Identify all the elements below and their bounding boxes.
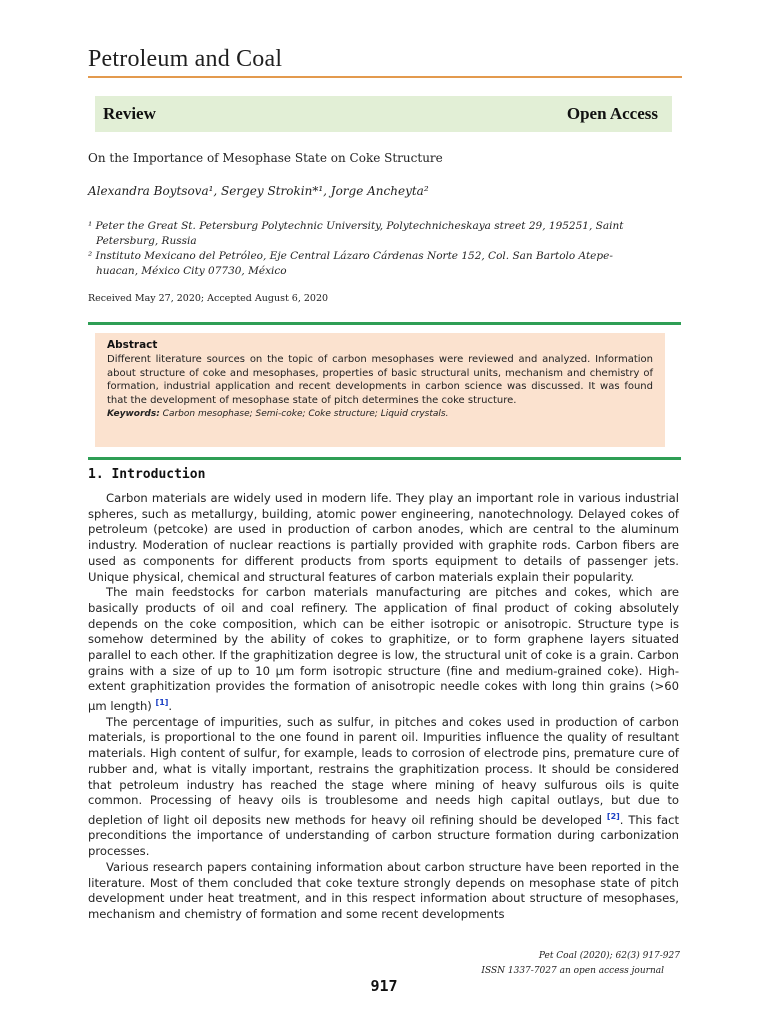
author-list: Alexandra Boytsova¹, Sergey Strokin*¹, Jorge Ancheyta² [88, 184, 429, 198]
header-rule [88, 76, 682, 78]
abstract-box [95, 333, 665, 447]
affiliation-1 [88, 219, 678, 249]
abstract-bottom-rule [88, 457, 681, 460]
affiliation-2-line-1: ² Instituto Mexicano del Petróleo, Eje Central Lázaro Cárdenas Norte 152, Col. San Bartolo Atepe- [88, 250, 613, 262]
section-heading-introduction: 1. Introduction [88, 467, 206, 482]
affiliation-1-line-1: ¹ Peter the Great St. Petersburg Polytechnic University, Polytechnicheskaya street 29, 195251, Saint [88, 220, 624, 232]
paragraph-2-end: . [168, 699, 173, 713]
paragraph-4: Various research papers containing information about carbon structure have been reported in the literature. Most of them concluded that coke texture strongly depends on mesophase state of pitch development under heat treatment, and in this respect information about structure of mesophases, mechanism and chemistry of formation and some recent developments [88, 859, 679, 921]
affiliation-2-line-2: huacan, México City 07730, México [96, 265, 287, 277]
open-access-label: Open Access [566, 104, 658, 123]
paragraph-3 [88, 715, 679, 860]
article-type-banner [95, 96, 672, 132]
paragraph-2 [88, 585, 679, 714]
affiliation-2 [88, 249, 678, 279]
article-type-label: Review [103, 104, 156, 123]
paragraph-1: Carbon materials are widely used in modern life. They play an important role in various industrial spheres, such as metallurgy, building, atomic power engineering, nanotechnology. Delayed cokes of petroleum (petcoke) are used in production of carbon anodes, which are central to the aluminum industry. Moderation of nuclear reactions is partially provided with graphite rods. Carbon fibers are used as components for different products from sports equipment to details of passenger jets. Unique physical, chemical and structural features of carbon materials explain their popularity. [88, 491, 679, 584]
paragraph-3-text: The percentage of impurities, such as sulfur, in pitches and cokes used in production of carbon materials, is proportional to the one found in parent oil. Impurities influence the quality of resultant materials. High content of sulfur, for example, leads to corrosion of electrode pins, premature cure of rubber and, what is vitally important, restrains the graphitization process. It should be considered that petroleum industry has reached the stage where mining of heavy sulfurous oils is quite common. Processing of heavy oils is troublesome and needs high capital outlays, but due to depletion of light oil deposits new methods for heavy oil refining should be developed [88, 714, 679, 827]
page-number: 917 [370, 977, 398, 995]
keywords-label: Keywords: [107, 409, 160, 420]
paragraph-3-end: . This fact preconditions the importance of understanding of carbon structure formation during carbonization processes. [88, 812, 679, 859]
journal-title: Petroleum and Coal [88, 46, 283, 72]
keywords [107, 409, 653, 419]
abstract-heading: Abstract [107, 339, 158, 351]
citation-link-2[interactable]: [2] [606, 811, 620, 821]
keywords-list: Carbon mesophase; Semi-coke; Coke structure; Liquid crystals. [162, 409, 449, 420]
article-title: On the Importance of Mesophase State on Coke Structure [88, 151, 443, 165]
received-dates: Received May 27, 2020; Accepted August 6, 2020 [88, 293, 329, 304]
paragraph-2-text: The main feedstocks for carbon materials manufacturing are pitches and cokes, which are basically products of oil and coal refinery. The application of final product of coking absolutely depends on the coke composition, which can be either isotropic or anisotropic. Structure type is somehow determined by the ability of cokes to graphitize, or to form graphene layers situated parallel to each other. If the graphitization degree is low, the structural unit of coke is a grain. Carbon grains with a size of up to 10 μm form isotropic structure (fine and medium-grained coke). High-extent graphitization provides the formation of anisotropic needle cokes with long thin grains (>60 μm length) [88, 585, 679, 713]
affiliation-1-line-2: Petersburg, Russia [96, 235, 197, 247]
footer-citation: Pet Coal (2020); 62(3) 917-927 [538, 951, 680, 961]
footer-issn: ISSN 1337-7027 an open access journal [481, 966, 664, 976]
abstract-top-rule [88, 322, 681, 325]
abstract-text: Different literature sources on the topic of carbon mesophases were reviewed and analyzed. Information about structure of coke and mesophases, properties of basic structural units, mechanism and chemistry of formation, industrial application and recent developments in carbon science was discussed. It was found that the development of mesophase state of pitch determines the coke structure. [107, 354, 653, 406]
citation-link-1[interactable]: [1] [155, 698, 169, 708]
introduction-body [88, 491, 679, 923]
